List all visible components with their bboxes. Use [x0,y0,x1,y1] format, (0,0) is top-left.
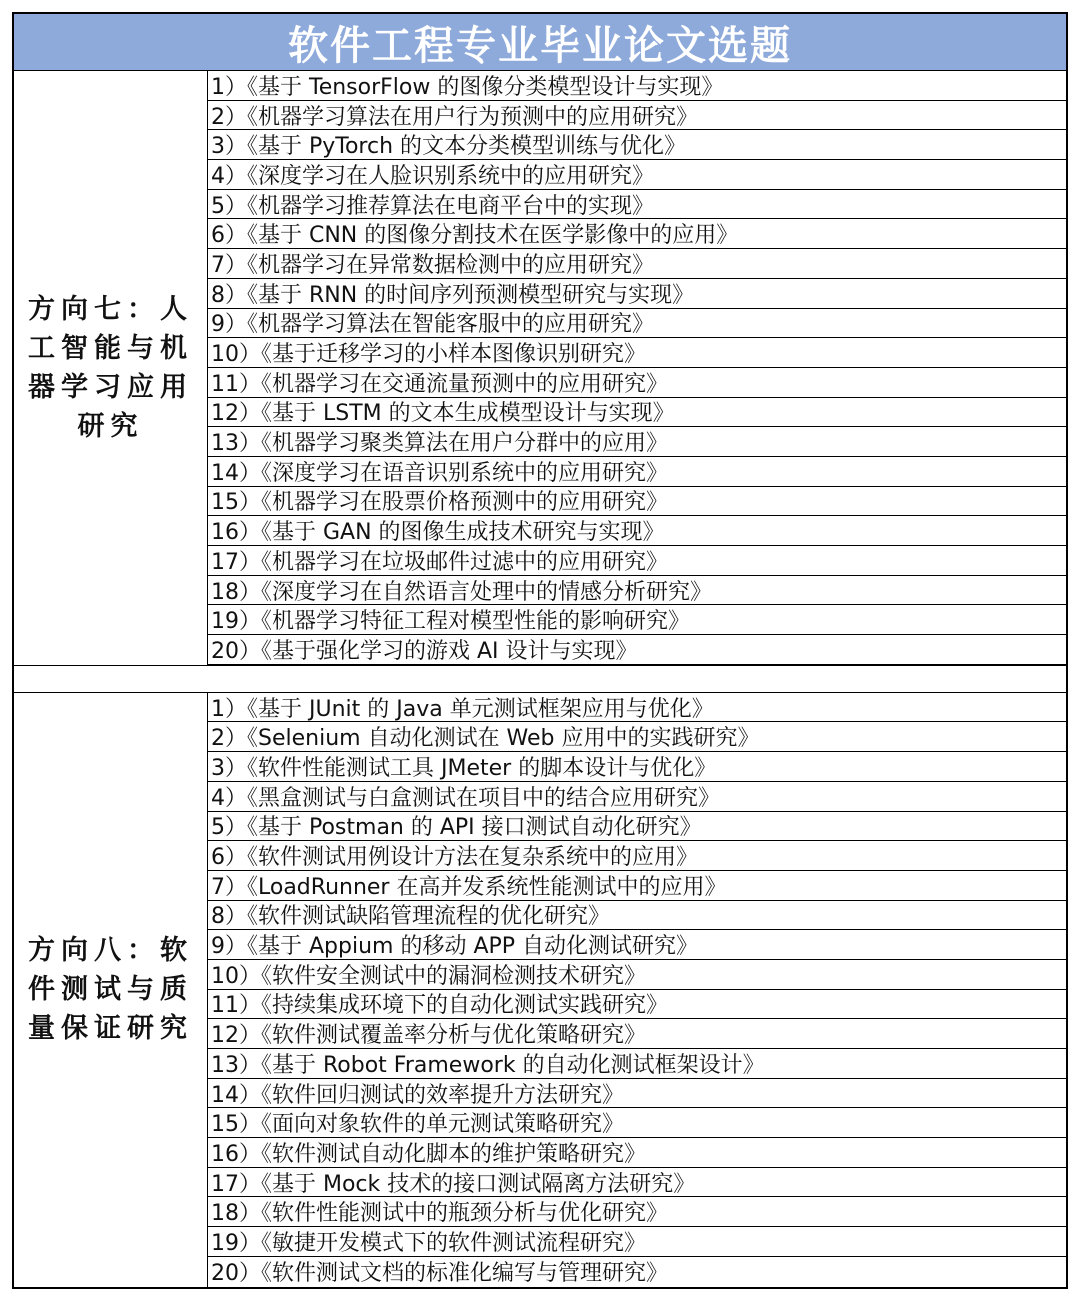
table-row: 19）《机器学习特征工程对模型性能的影响研究》 [208,605,1066,635]
category-cell [14,71,208,665]
table-row: 6）《基于 CNN 的图像分割技术在医学影像中的应用》 [208,219,1066,249]
table-row: 20）《软件测试文档的标准化编写与管理研究》 [211,1261,668,1287]
table-row: 2）《机器学习算法在用户行为预测中的应用研究》 [208,101,1066,131]
category-cell [14,693,208,1287]
section-divider [14,665,1066,693]
table-row: 16）《软件测试自动化脚本的维护策略研究》 [208,1138,1066,1168]
table-row: 20）《基于强化学习的游戏 AI 设计与实现》 [208,635,1066,665]
table-row: 9）《基于 Appium 的移动 APP 自动化测试研究》 [208,930,1066,960]
table-row: 6）《软件测试用例设计方法在复杂系统中的应用》 [208,841,1066,871]
table-row: 5）《基于 Postman 的 API 接口测试自动化研究》 [208,812,1066,842]
table-row: 12）《基于 LSTM 的文本生成模型设计与实现》 [208,398,1066,428]
table-row: 3）《基于 PyTorch 的文本分类模型训练与优化》 [208,130,1066,160]
section-direction-8 [14,693,1066,1287]
table-row: 7）《机器学习在异常数据检测中的应用研究》 [208,249,1066,279]
table-row: 15）《面向对象软件的单元测试策略研究》 [208,1108,1066,1138]
table-row: 1）《基于 JUnit 的 Java 单元测试框架应用与优化》 [208,693,1066,723]
table-row: 9）《机器学习算法在智能客服中的应用研究》 [208,309,1066,339]
table-row: 14）《软件回归测试的效率提升方法研究》 [208,1079,1066,1109]
table-row: 13）《基于 Robot Framework 的自动化测试框架设计》 [208,1049,1066,1079]
table-row: 2）《Selenium 自动化测试在 Web 应用中的实践研究》 [208,722,1066,752]
table-row: 4）《黑盒测试与白盒测试在项目中的结合应用研究》 [208,782,1066,812]
category-label: 方向七：人工智能与机器学习应用研究 [28,293,193,442]
table-row: 18）《软件性能测试中的瓶颈分析与优化研究》 [208,1197,1066,1227]
table-row: 15）《机器学习在股票价格预测中的应用研究》 [208,487,1066,517]
topic-list [208,71,1066,665]
table-row: 5）《机器学习推荐算法在电商平台中的实现》 [208,190,1066,220]
table-row: 14）《深度学习在语音识别系统中的应用研究》 [208,457,1066,487]
table-row: 17）《机器学习在垃圾邮件过滤中的应用研究》 [208,546,1066,576]
table-row: 11）《机器学习在交通流量预测中的应用研究》 [208,368,1066,398]
table-row: 12）《软件测试覆盖率分析与优化策略研究》 [208,1019,1066,1049]
table-row: 3）《软件性能测试工具 JMeter 的脚本设计与优化》 [208,752,1066,782]
section-direction-7 [14,71,1066,665]
table-row: 10）《软件安全测试中的漏洞检测技术研究》 [208,960,1066,990]
table-row: 13）《机器学习聚类算法在用户分群中的应用》 [208,427,1066,457]
category-label: 方向八：软件测试与质量保证研究 [28,935,193,1045]
table-row: 16）《基于 GAN 的图像生成技术研究与实现》 [208,516,1066,546]
table-title: 软件工程专业毕业论文选题 [14,14,1066,71]
table-row: 1）《基于 TensorFlow 的图像分类模型设计与实现》 [208,71,1066,101]
table-row: 7）《LoadRunner 在高并发系统性能测试中的应用》 [208,871,1066,901]
table-row: 19）《敏捷开发模式下的软件测试流程研究》 [208,1227,1066,1257]
table-row: 17）《基于 Mock 技术的接口测试隔离方法研究》 [208,1168,1066,1198]
table-row: 11）《持续集成环境下的自动化测试实践研究》 [208,990,1066,1020]
topics-table [12,12,1068,1289]
table-row: 10）《基于迁移学习的小样本图像识别研究》 [208,338,1066,368]
topic-list [208,693,1066,1287]
table-row: 18）《深度学习在自然语言处理中的情感分析研究》 [208,576,1066,606]
table-row: 4）《深度学习在人脸识别系统中的应用研究》 [208,160,1066,190]
table-row: 8）《基于 RNN 的时间序列预测模型研究与实现》 [208,279,1066,309]
table-row: 8）《软件测试缺陷管理流程的优化研究》 [208,901,1066,931]
